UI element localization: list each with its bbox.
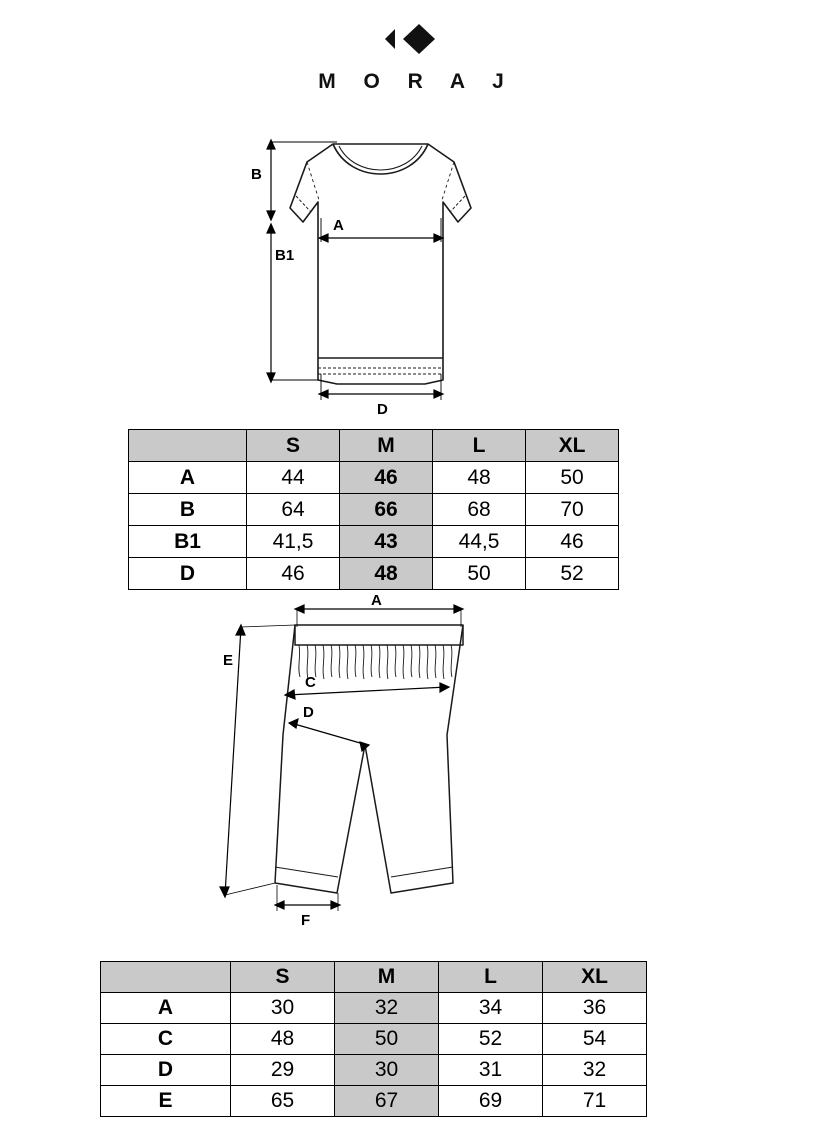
col-header-m: M: [340, 430, 433, 462]
table-header-row: [101, 962, 647, 993]
pants-label-a: A: [371, 595, 382, 609]
table-row: [129, 462, 619, 494]
col-header-l: L: [433, 430, 526, 462]
shirt-label-a: A: [333, 217, 344, 234]
table-header-row: [129, 430, 619, 462]
cell-b1-s: 41,5: [247, 526, 340, 558]
row-label-a: A: [129, 462, 247, 494]
cell-d-xl: 52: [526, 558, 619, 590]
cell-a-xl: 36: [543, 993, 647, 1024]
tshirt-size-table: [128, 429, 619, 590]
cell-a-s: 44: [247, 462, 340, 494]
cell-c-m: 50: [335, 1024, 439, 1055]
cell-c-xl: 54: [543, 1024, 647, 1055]
brand-header: [0, 22, 822, 94]
cell-b1-l: 44,5: [433, 526, 526, 558]
cell-b-l: 68: [433, 494, 526, 526]
cell-a-xl: 50: [526, 462, 619, 494]
brand-name: M O R A J: [318, 70, 515, 93]
cell-b1-m: 43: [340, 526, 433, 558]
table-row: [129, 526, 619, 558]
table-row: [101, 993, 647, 1024]
pants-size-table: [100, 961, 647, 1117]
col-header-xl: XL: [526, 430, 619, 462]
shirt-label-d: D: [377, 401, 388, 418]
row-label-d: D: [129, 558, 247, 590]
cell-b1-xl: 46: [526, 526, 619, 558]
row-label-c: C: [101, 1024, 231, 1055]
row-label-a: A: [101, 993, 231, 1024]
table-row: [101, 1024, 647, 1055]
cell-d-m: 48: [340, 558, 433, 590]
cell-c-l: 52: [439, 1024, 543, 1055]
pants-label-c: C: [305, 674, 316, 691]
cell-b-m: 66: [340, 494, 433, 526]
table-row: [101, 1055, 647, 1086]
cell-d-s: 29: [231, 1055, 335, 1086]
cell-d-l: 31: [439, 1055, 543, 1086]
cell-b-xl: 70: [526, 494, 619, 526]
cell-c-s: 48: [231, 1024, 335, 1055]
row-label-b1: B1: [129, 526, 247, 558]
table-row: [129, 494, 619, 526]
cell-e-s: 65: [231, 1086, 335, 1117]
row-label-d: D: [101, 1055, 231, 1086]
cell-d-s: 46: [247, 558, 340, 590]
pants-label-d: D: [303, 704, 314, 721]
col-header-l: L: [439, 962, 543, 993]
cell-e-l: 69: [439, 1086, 543, 1117]
row-label-e: E: [101, 1086, 231, 1117]
cell-a-m: 46: [340, 462, 433, 494]
table-corner-cell: [101, 962, 231, 993]
cell-a-l: 48: [433, 462, 526, 494]
chevron-diamond-logo-icon: [381, 22, 441, 56]
cell-d-l: 50: [433, 558, 526, 590]
cell-a-m: 32: [335, 993, 439, 1024]
tshirt-diagram: [215, 122, 545, 422]
row-label-b: B: [129, 494, 247, 526]
table-row: [129, 558, 619, 590]
cell-d-xl: 32: [543, 1055, 647, 1086]
col-header-m: M: [335, 962, 439, 993]
col-header-s: S: [231, 962, 335, 993]
pants-diagram: [195, 595, 525, 945]
cell-a-l: 34: [439, 993, 543, 1024]
table-corner-cell: [129, 430, 247, 462]
table-row: [101, 1086, 647, 1117]
col-header-s: S: [247, 430, 340, 462]
shirt-label-b: B: [251, 166, 262, 183]
cell-e-m: 67: [335, 1086, 439, 1117]
pants-label-f: F: [301, 912, 311, 929]
shirt-label-b1: B1: [275, 247, 295, 264]
cell-a-s: 30: [231, 993, 335, 1024]
cell-d-m: 30: [335, 1055, 439, 1086]
cell-b-s: 64: [247, 494, 340, 526]
pants-label-e: E: [223, 652, 234, 669]
cell-e-xl: 71: [543, 1086, 647, 1117]
col-header-xl: XL: [543, 962, 647, 993]
